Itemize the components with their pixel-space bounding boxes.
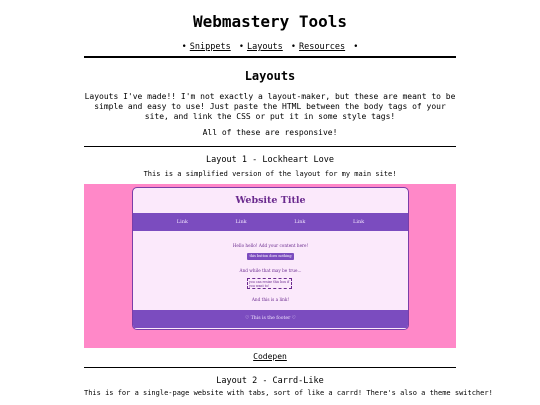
layout-2-description: This is for a single-page website with tabs, sort of like a carrd! There's also a theme switcher! [84, 389, 493, 397]
preview-while-text: And while that may be true... [239, 268, 302, 273]
nav-bullet: • [353, 42, 359, 52]
preview-nav-link[interactable]: Link [294, 219, 306, 225]
nav-bullet: • [238, 42, 244, 52]
preview-resize-box[interactable]: you can resize this box if you want to! [247, 278, 292, 289]
layout-1-preview [132, 187, 409, 330]
codepen-link-container [84, 352, 456, 361]
top-nav [0, 41, 540, 53]
page-title: Layouts [244, 69, 296, 83]
site-title: Webmastery Tools [192, 12, 348, 31]
preview-button[interactable]: this button does nothing [247, 253, 294, 260]
responsive-note: All of these are responsive! [202, 128, 338, 137]
preview-nav [133, 213, 408, 231]
preview-nav-link[interactable]: Link [353, 219, 365, 225]
nav-link-layouts[interactable]: Layouts [246, 42, 283, 52]
preview-title: Website Title [235, 195, 306, 206]
divider [84, 367, 456, 368]
nav-bullet: • [290, 42, 297, 52]
layout-2-title: Layout 2 - Carrd-Like [216, 376, 324, 386]
preview-link-text[interactable]: And this is a link! [251, 297, 290, 302]
codepen-link[interactable]: Codepen [253, 352, 287, 361]
divider [84, 56, 456, 58]
main-content [84, 56, 456, 184]
preview-body [133, 231, 408, 310]
nav-link-resources[interactable]: Resources [299, 42, 346, 52]
preview-hello-text: Hello hello! Add your content here! [232, 243, 309, 248]
nav-link-snippets[interactable]: Snippets [189, 42, 231, 52]
preview-nav-link[interactable]: Link [176, 219, 188, 225]
preview-nav-link[interactable]: Link [235, 219, 247, 225]
intro-text: Layouts I've made!! I'm not exactly a layout-maker, but these are meant to be simple and easy to use! Just paste the HTML between the body tags of your site, and link the CSS or put it in some style tags! [84, 92, 456, 121]
layout-1-title: Layout 1 - Lockheart Love [206, 155, 334, 165]
preview-footer: ♡ This is the footer ♡ [133, 310, 408, 328]
layout-1-description: This is a simplified version of the layout for my main site! [143, 170, 397, 178]
divider [84, 146, 456, 147]
nav-bullet: • [181, 42, 187, 52]
